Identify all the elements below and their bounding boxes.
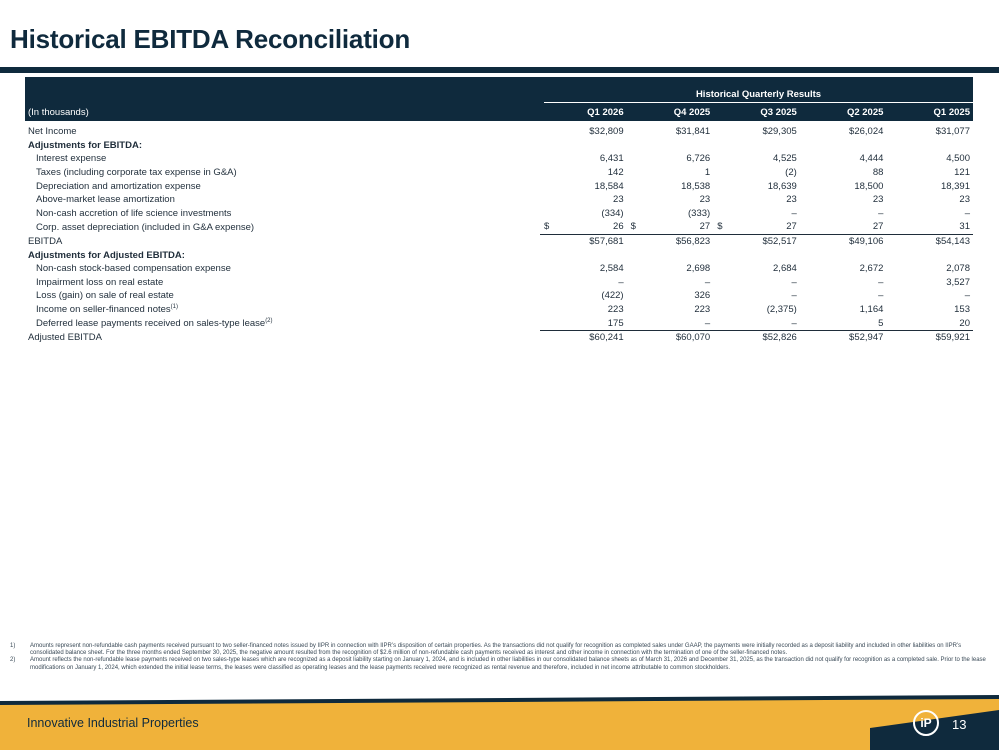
cell-value: 23 xyxy=(786,194,797,206)
table-row xyxy=(25,152,973,166)
cell-number: 27 xyxy=(786,221,797,233)
cell-value: (333) xyxy=(688,207,711,219)
cell-value: – xyxy=(618,276,624,288)
row-label: Corp. asset depreciation (included in G&A expense) xyxy=(36,221,255,233)
footnote-text: Amounts represent non-refundable cash payments received pursuant to two seller-financed notes issued by IIPR in connection with IIPR’s disposition of certain properties. As the transactions did not qualify for recognition as completed sales under GAAP, the payments were initially recorded as a deposit liability and included in other liabilities on IIPR’s consolidated balance sheet. For the three months ended September 30, 2025, the negative amount resulted from the recognition of $2.6 million of non-refundable cash payments received as interest and other income in connection with the termination of one of the seller-financed notes. xyxy=(30,643,962,657)
table-row xyxy=(25,121,973,139)
table-row xyxy=(25,166,973,180)
cell-value: 2,078 xyxy=(946,263,970,275)
company-name: Innovative Industrial Properties xyxy=(27,716,199,730)
cell-value: 121 xyxy=(954,167,970,179)
dollar-sign: $ xyxy=(630,221,636,233)
cell-value: 1 xyxy=(704,167,711,179)
cell-value: $54,143 xyxy=(886,234,973,248)
row-label: Taxes (including corporate tax expense in G&A) xyxy=(36,167,237,179)
table-row xyxy=(25,316,973,330)
cell-value xyxy=(540,220,627,234)
cell-value: 4,444 xyxy=(859,153,884,165)
footnotes xyxy=(10,643,990,672)
page-number: 13 xyxy=(952,717,967,732)
cell-value: (2,375) xyxy=(766,304,797,316)
table-row xyxy=(25,276,973,290)
cell-value: $52,947 xyxy=(800,330,887,344)
title-divider xyxy=(0,67,999,73)
cell-value: 3,527 xyxy=(946,276,970,288)
footnote-marker: (1) xyxy=(170,304,179,311)
table-row xyxy=(25,139,973,153)
footnote xyxy=(10,657,990,671)
cell-value xyxy=(627,220,714,234)
table-row-total xyxy=(25,234,973,248)
group-header: Historical Quarterly Results xyxy=(544,89,973,103)
cell-value: $57,681 xyxy=(540,234,627,248)
cell-value: (422) xyxy=(601,290,624,302)
cell-value: $31,841 xyxy=(675,126,711,138)
cell-value: 88 xyxy=(872,167,884,179)
cell-value: 2,672 xyxy=(859,263,884,275)
row-label: Loss (gain) on sale of real estate xyxy=(36,290,174,302)
cell-value: $31,077 xyxy=(935,126,970,138)
cell-number: 26 xyxy=(613,221,624,233)
cell-value: 2,584 xyxy=(599,263,624,275)
row-label-with-footnote xyxy=(25,303,540,317)
column-header: Q4 2025 xyxy=(627,103,714,121)
cell-value: $60,241 xyxy=(540,330,627,344)
section-heading: Adjustments for Adjusted EBITDA: xyxy=(28,249,185,261)
cell-value: – xyxy=(878,207,884,219)
table-group-header-row xyxy=(25,77,973,103)
cell-value: 223 xyxy=(694,304,711,316)
table-row xyxy=(25,289,973,303)
cell-value: 2,698 xyxy=(686,263,711,275)
ebitda-reconciliation-table xyxy=(25,77,973,345)
cell-value: 175 xyxy=(607,317,624,329)
footnote-marker: (2) xyxy=(265,317,273,324)
dollar-sign: $ xyxy=(717,221,723,233)
ebitda-table-container xyxy=(25,77,973,345)
row-label: Above-market lease amortization xyxy=(36,194,175,206)
cell-value: $49,106 xyxy=(800,234,887,248)
cell-value: 2,684 xyxy=(773,263,797,275)
cell-value: 18,391 xyxy=(940,180,970,192)
table-row xyxy=(25,207,973,221)
row-label: Net Income xyxy=(28,126,77,138)
row-label: Deferred lease payments received on sales-type lease xyxy=(36,317,266,329)
cell-value: – xyxy=(791,207,797,219)
row-label: Depreciation and amortization expense xyxy=(36,180,201,192)
table-row xyxy=(25,303,973,317)
cell-value: 23 xyxy=(613,194,624,206)
cell-value: $52,517 xyxy=(713,234,800,248)
cell-value: $26,024 xyxy=(849,126,884,138)
footnote-number: 1) xyxy=(10,643,16,649)
cell-value: 142 xyxy=(607,167,624,179)
row-label: Income on seller-financed notes xyxy=(36,304,171,316)
cell-value: $59,921 xyxy=(886,330,973,344)
footnote-text: Amount reflects the non-refundable lease payments received on two sales-type leases which are recognized as a deposit liability starting on January 1, 2024, and is included in other liabilities in our consolidated balance sheets as of March 31, 2026 and December 31, 2025, as the transaction did not qualify for recognition as a completed sale. Prior to the lease modifications on January 1, 2024, which extended the initial lease terms, the leases were classified as operating leases and the lease payments received were recognized as rental revenue and therefore, included in net income attributable to common stockholders. xyxy=(30,657,986,671)
cell-value: 23 xyxy=(872,194,884,206)
table-row xyxy=(25,220,973,234)
row-label: EBITDA xyxy=(28,235,63,247)
page-title: Historical EBITDA Reconciliation xyxy=(10,24,411,54)
cell-value: – xyxy=(704,317,711,329)
table-header-row xyxy=(25,103,973,121)
cell-value: – xyxy=(791,317,797,329)
cell-value: 23 xyxy=(959,194,970,206)
cell-value: – xyxy=(878,276,884,288)
column-header: Q1 2025 xyxy=(886,103,973,121)
cell-value: – xyxy=(791,290,797,302)
row-label: Interest expense xyxy=(36,153,107,165)
cell-number: 27 xyxy=(699,221,711,233)
unit-label: (In thousands) xyxy=(25,103,540,121)
cell-value: 18,500 xyxy=(854,180,884,192)
column-header: Q3 2025 xyxy=(713,103,800,121)
cell-value: $56,823 xyxy=(627,234,714,248)
cell-value: 18,538 xyxy=(681,180,711,192)
cell-value: 23 xyxy=(699,194,711,206)
table-row-total xyxy=(25,330,973,344)
cell-value: 4,500 xyxy=(946,153,970,165)
row-label: Non-cash stock-based compensation expense xyxy=(36,263,231,275)
dollar-sign: $ xyxy=(544,221,550,233)
table-row xyxy=(25,262,973,276)
cell-value: – xyxy=(964,290,970,302)
cell-value: 326 xyxy=(694,290,711,302)
cell-value: 18,584 xyxy=(594,180,624,192)
cell-value: – xyxy=(704,276,711,288)
cell-value: $32,809 xyxy=(589,126,624,138)
row-label: Adjusted EBITDA xyxy=(28,331,102,343)
cell-value xyxy=(713,220,800,234)
cell-value: 18,639 xyxy=(767,180,797,192)
cell-value: 20 xyxy=(959,317,970,329)
table-row xyxy=(25,179,973,193)
row-label: Impairment loss on real estate xyxy=(36,276,164,288)
cell-value: – xyxy=(878,290,884,302)
column-header: Q2 2025 xyxy=(800,103,887,121)
cell-value: – xyxy=(964,207,970,219)
cell-value: 6,726 xyxy=(686,153,711,165)
footnote xyxy=(10,643,990,657)
cell-value: – xyxy=(791,276,797,288)
cell-value: 5 xyxy=(878,317,884,329)
column-header: Q1 2026 xyxy=(540,103,627,121)
cell-value: (2) xyxy=(785,167,797,179)
row-label-with-footnote xyxy=(25,316,540,330)
cell-value: 153 xyxy=(954,304,970,316)
cell-value: $52,826 xyxy=(713,330,800,344)
cell-value: $29,305 xyxy=(762,126,797,138)
cell-value: 4,525 xyxy=(773,153,797,165)
cell-value: $60,070 xyxy=(627,330,714,344)
cell-value: 1,164 xyxy=(859,304,884,316)
cell-value: 31 xyxy=(959,221,970,233)
row-label: Non-cash accretion of life science investments xyxy=(36,207,232,219)
table-row xyxy=(25,248,973,262)
cell-value: 6,431 xyxy=(599,153,624,165)
footnote-number: 2) xyxy=(10,657,16,664)
cell-value: 223 xyxy=(607,304,624,316)
cell-value: (334) xyxy=(601,207,624,219)
section-heading: Adjustments for EBITDA: xyxy=(28,139,142,151)
company-logo-icon: iP xyxy=(913,710,939,736)
table-row xyxy=(25,193,973,207)
cell-value: 27 xyxy=(872,221,884,233)
